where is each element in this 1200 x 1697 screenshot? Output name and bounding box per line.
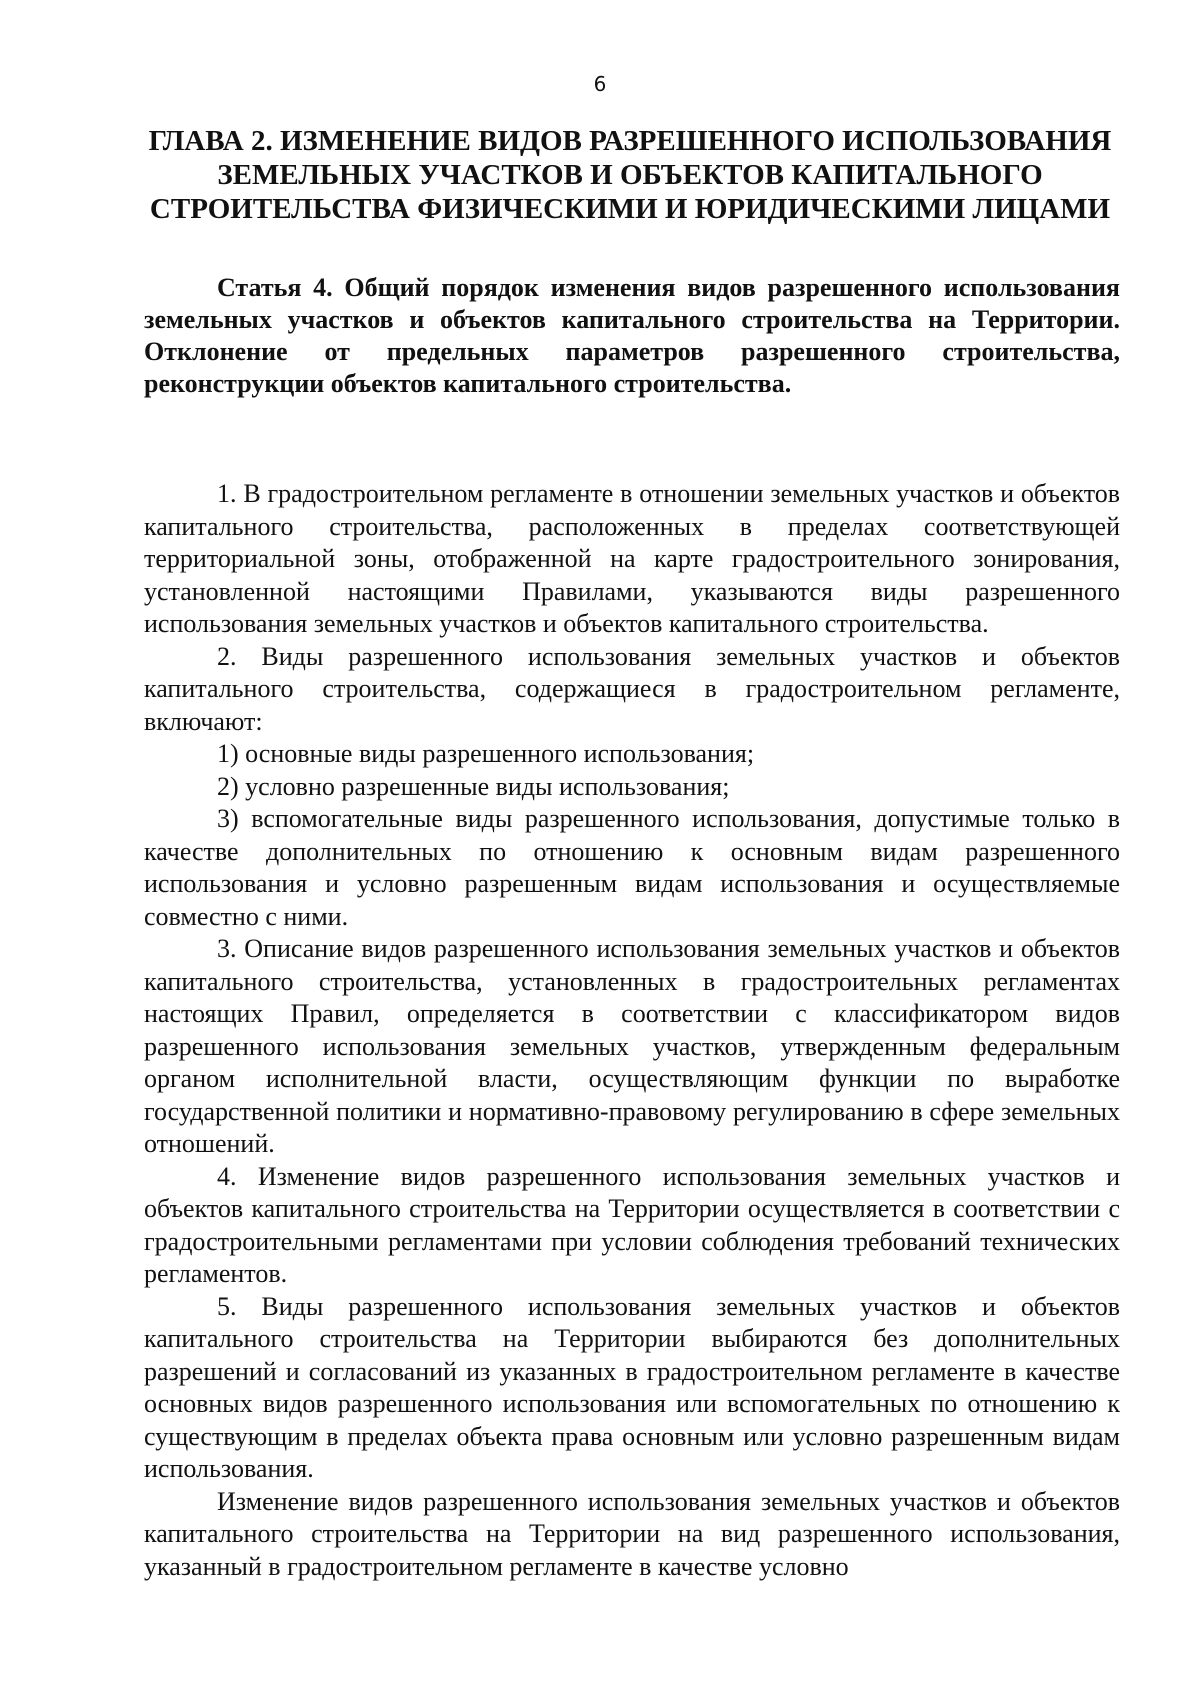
paragraph-4: 4. Изменение видов разрешенного использования земельных участков и объектов капитального строительства на Территории осуществляется в соответствии с градостроительными регламентами при условии соблюдения требований технических регламентов. — [144, 1161, 1120, 1288]
article-body — [144, 478, 1120, 1583]
paragraph-3: 3. Описание видов разрешенного использования земельных участков и объектов капитального строительства, установленных в градостроительных регламентах настоящих Правил, определяется в соответствии с классификатором видов разрешенного использования земельных участков, утвержденным федеральным органом исполнительной власти, осуществляющим функции по выработке государственной политики и нормативно-правовому регулированию в сфере земельных отношений. — [144, 934, 1120, 1158]
list-item-3: 3) вспомогательные виды разрешенного использования, допустимые только в качестве дополнительных по отношению к основным видам разрешенного использования и условно разрешенным видам использования и осуществляемые совместно с ними. — [144, 804, 1120, 931]
article-title: Статья 4. Общий порядок изменения видов разрешенного использования земельных участков и объектов капитального строительства на Территории. Отклонение от предельных параметров разрешенного строительства, реконструкции объектов капитального строительства. — [144, 273, 1120, 398]
paragraph-continuation: Изменение видов разрешенного использования земельных участков и объектов капитального строительства на Территории на вид разрешенного использования, указанный в градостроительном регламенте в качестве условно — [144, 1486, 1120, 1581]
paragraph-1: 1. В градостроительном регламенте в отношении земельных участков и объектов капитального строительства, расположенных в пределах соответствующей территориальной зоны, отображенной на карте градостроительного зонирования, установленной настоящими Правилами, указываются виды разрешенного использования земельных участков и объектов капитального строительства. — [144, 479, 1120, 638]
chapter-title: ГЛАВА 2. ИЗМЕНЕНИЕ ВИДОВ РАЗРЕШЕННОГО ИСПОЛЬЗОВАНИЯ ЗЕМЕЛЬНЫХ УЧАСТКОВ И ОБЪЕКТОВ КАПИТАЛЬНОГО СТРОИТЕЛЬСТВА ФИЗИЧЕСКИМИ И ЮРИДИЧЕСКИМИ ЛИЦАМИ — [148, 125, 1112, 225]
list-item-2: 2) условно разрешенные виды использования; — [217, 771, 730, 801]
page-number: 6 — [593, 72, 607, 96]
list-item-1: 1) основные виды разрешенного использования; — [217, 739, 755, 768]
paragraph-2: 2. Виды разрешенного использования земельных участков и объектов капитального строительства, содержащиеся в градостроительном регламенте, включают: — [144, 641, 1120, 736]
paragraph-5: 5. Виды разрешенного использования земельных участков и объектов капитального строительства на Территории выбираются без дополнительных разрешений и согласований из указанных в градостроительном регламенте в качестве основных видов разрешенного использования или вспомогательных по отношению к существующим в пределах объекта права основным или условно разрешенным видам использования. — [144, 1291, 1120, 1483]
